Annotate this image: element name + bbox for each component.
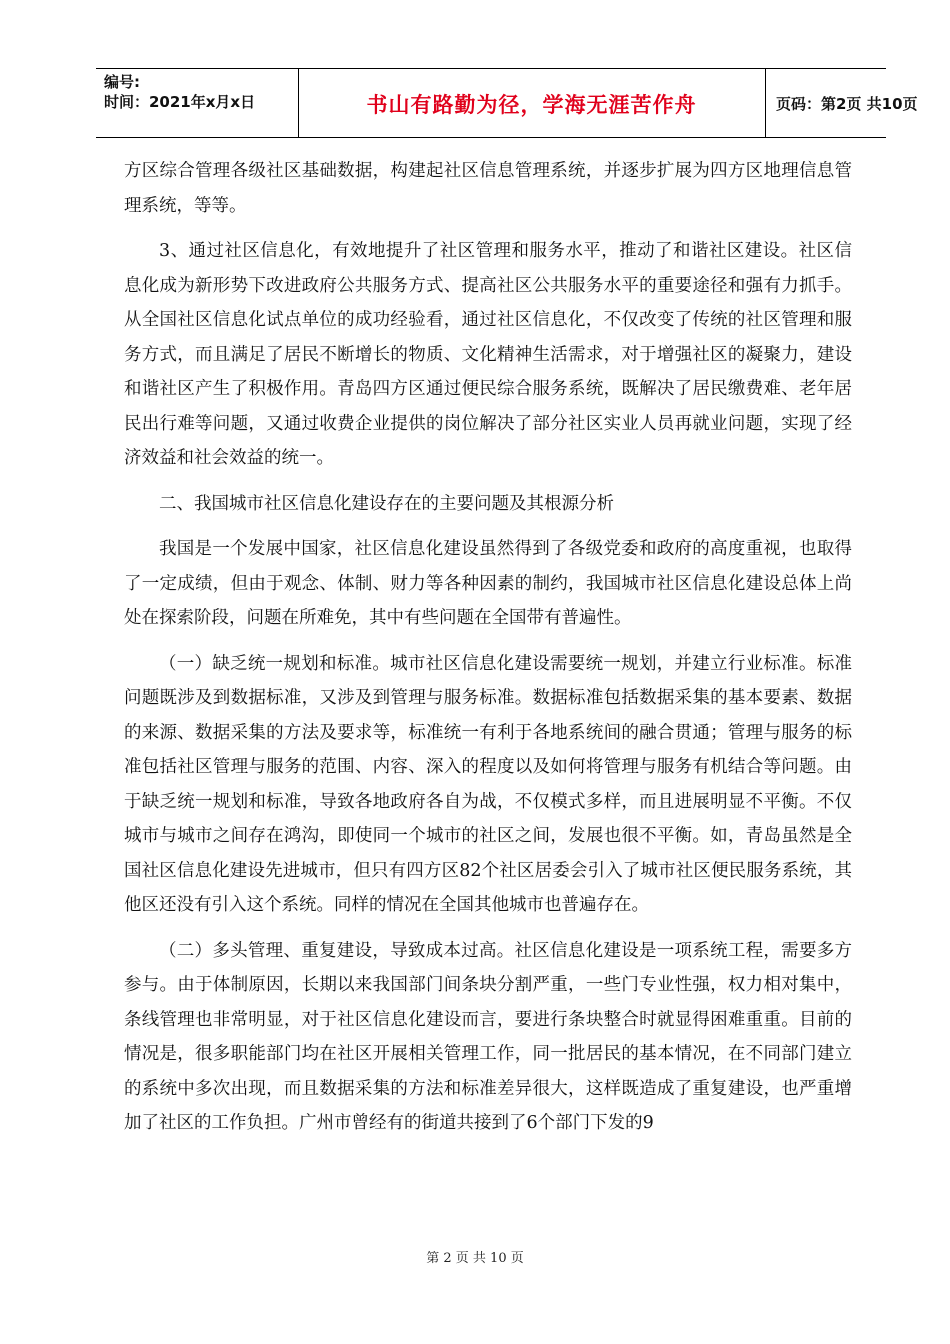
paragraph-continuation: 方区综合管理各级社区基础数据，构建起社区信息管理系统，并逐步扩展为四方区地理信息管理系统，等等。 bbox=[124, 161, 852, 216]
header-motto: 书山有路勤为径，学海无涯苦作舟 bbox=[366, 93, 697, 117]
header-motto-cell bbox=[298, 69, 766, 137]
page-header bbox=[96, 68, 918, 138]
document-time-label: 时间：2021年x月x日 bbox=[104, 93, 256, 111]
page-footer: 第 2 页 共 10 页 bbox=[426, 1251, 524, 1266]
header-meta-cell bbox=[96, 69, 299, 137]
paragraph-issue-2: （二）多头管理、重复建设，导致成本过高。社区信息化建设是一项系统工程，需要多方参与。由于体制原因，长期以来我国部门间条块分割严重，一些门专业性强，权力相对集中，条线管理也非常明显，对于社区信息化建设而言，要进行条块整合时就显得困难重重。目前的情况是，很多职能部门均在社区开展相关管理工作，同一批居民的基本情况，在不同部门建立的系统中多次出现，而且数据采集的方法和标准差异很大，这样既造成了重复建设，也严重增加了社区的工作负担。广州市曾经有的街道共接到了6个部门下发的9 bbox=[124, 940, 852, 1133]
paragraph-intro: 我国是一个发展中国家，社区信息化建设虽然得到了各级党委和政府的高度重视，也取得了一定成绩，但由于观念、体制、财力等各种因素的制约，我国城市社区信息化建设总体上尚处在探索阶段，问题在所难免，其中有些问题在全国带有普遍性。 bbox=[124, 539, 852, 628]
document-number-label: 编号: bbox=[104, 73, 140, 91]
section-heading-2: 二、我国城市社区信息化建设存在的主要问题及其根源分析 bbox=[159, 493, 614, 514]
paragraph-issue-1: （一）缺乏统一规划和标准。城市社区信息化建设需要统一规划，并建立行业标准。标准问题既涉及到数据标准，又涉及到管理与服务标准。数据标准包括数据采集的基本要素、数据的来源、数据采集的方法及要求等，标准统一有利于各地系统间的融合贯通；管理与服务的标准包括社区管理与服务的范围、内容、深入的程度以及如何将管理与服务有机结合等问题。由于缺乏统一规划和标准，导致各地政府各自为战，不仅模式多样，而且进展明显不平衡。不仅城市与城市之间存在鸿沟，即使同一个城市的社区之间，发展也很不平衡。如，青岛虽然是全国社区信息化建设先进城市，但只有四方区82个社区居委会引入了城市社区便民服务系统，其他区还没有引入这个系统。同样的情况在全国其他城市也普遍存在。 bbox=[124, 653, 852, 915]
header-page-number: 页码：第2页 共10页 bbox=[776, 95, 918, 113]
header-page-cell bbox=[766, 69, 918, 137]
document-body bbox=[124, 154, 852, 1141]
paragraph-point-3: 3、通过社区信息化，有效地提升了社区管理和服务水平，推动了和谐社区建设。社区信息化成为新形势下改进政府公共服务方式、提高社区公共服务水平的重要途径和强有力抓手。从全国社区信息化试点单位的成功经验看，通过社区信息化，不仅改变了传统的社区管理和服务方式，而且满足了居民不断增长的物质、文化精神生活需求，对于增强社区的凝聚力，建设和谐社区产生了积极作用。青岛四方区通过便民综合服务系统，既解决了居民缴费难、老年居民出行难等问题，又通过收费企业提供的岗位解决了部分社区实业人员再就业问题，实现了经济效益和社会效益的统一。 bbox=[124, 241, 852, 468]
